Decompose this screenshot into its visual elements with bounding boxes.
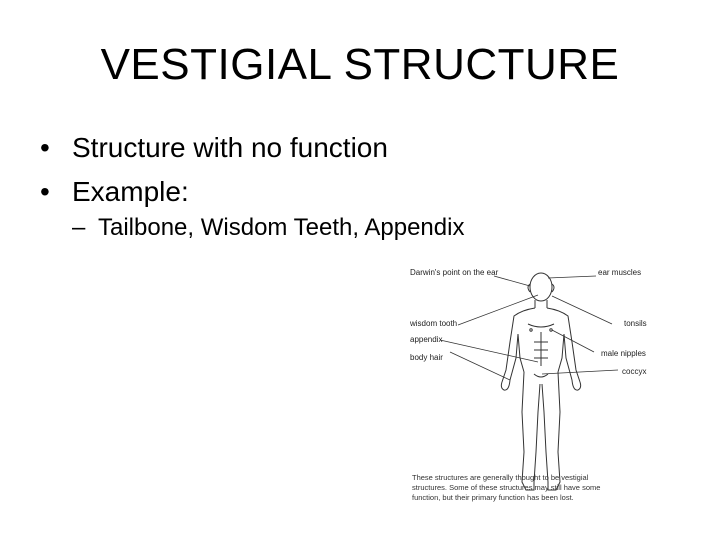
label-coccyx: coccyx [622,367,647,376]
label-appendix: appendix [410,335,443,344]
sub-bullet-text: Tailbone, Wisdom Teeth, Appendix [98,214,465,241]
bullet-item [40,132,700,164]
leader-lines [440,276,618,380]
sub-bullet-marker: – [72,214,86,241]
bullet-text: Structure with no function [72,132,388,163]
label-wisdom-tooth: wisdom tooth [410,319,458,328]
label-body-hair: body hair [410,353,443,362]
bullet-marker: • [40,132,50,163]
caption-line-2: structures. Some of these structures may still have some [412,483,601,492]
bullet-list [40,132,700,242]
bullet-text: Example: [72,176,189,207]
sub-bullet-item [72,214,700,242]
label-tonsils: tonsils [624,319,647,328]
label-ear-muscles: ear muscles [598,268,642,277]
bullet-marker: • [40,176,50,207]
label-darwins-point: Darwin's point on the ear [410,268,499,277]
caption-line-3: function, but their primary function has been lost. [412,493,574,502]
vestigial-structures-figure [398,262,688,512]
bullet-item [40,176,700,208]
caption-line-1: These structures are generally thought to be vestigial [412,473,589,482]
human-body-diagram [398,262,688,512]
slide-title: VESTIGIAL STRUCTURE [100,40,620,89]
label-male-nipples: male nipples [601,349,646,358]
human-body-outline [501,273,580,490]
